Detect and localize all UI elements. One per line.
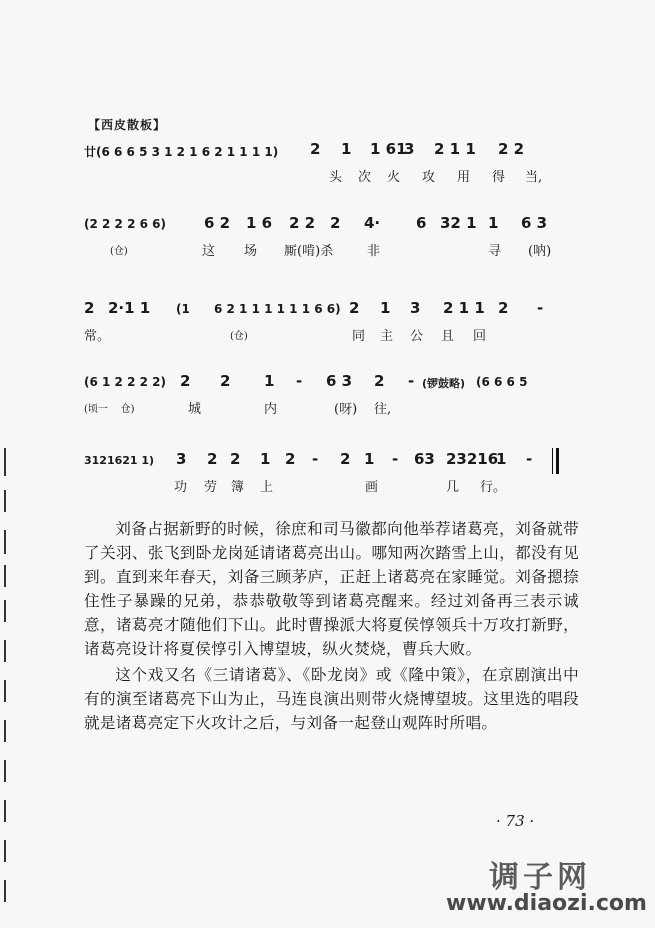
- binding-edge-marks: [0, 0, 14, 928]
- note-group: 2·1 1: [108, 299, 151, 317]
- lyric: 次: [358, 170, 372, 185]
- lyric: 攻: [422, 170, 436, 185]
- lyric: 功: [174, 480, 188, 495]
- lyric: 同: [352, 329, 366, 344]
- lyric: 城: [188, 402, 202, 417]
- watermark-url: www.diaozi.com: [446, 891, 647, 916]
- lyric: 内: [264, 402, 278, 417]
- note-group: 3: [176, 450, 187, 468]
- paragraph: 刘备占据新野的时候，徐庶和司马徽都向他举荐诸葛亮，刘备就带了关羽、张飞到卧龙岗延请诸葛亮出山。哪知两次踏雪上山，都没有见到。直到来年春天，刘备三顾茅庐，正赶上诸葛亮在家睡觉。刘备摁捺住性子暴躁的兄弟，恭恭敬敬等到诸葛亮醒来。经过刘备再三表示诚意，诸葛亮才随他们下山。此时曹操派大将夏侯惇领兵十万攻打新野，诸葛亮设计将夏侯惇引入博望坡，纵火焚烧，曹兵大败。: [84, 520, 579, 658]
- lyrics-row: [84, 166, 584, 186]
- lyric: (顷一 仓): [84, 404, 135, 415]
- lyric: 厮(啃)杀: [284, 244, 334, 259]
- notation-row: [84, 214, 584, 240]
- lyric: 火: [387, 170, 401, 185]
- score-line-3: [84, 299, 584, 345]
- note-group: 6 2 1 1 1 1 1 1 6 6): [214, 302, 341, 316]
- note-group: -: [392, 450, 399, 468]
- lyric: 上: [260, 480, 274, 495]
- lyrics-row: [84, 325, 584, 345]
- note-group: 2: [220, 372, 231, 390]
- lyric: 非: [367, 244, 381, 259]
- lyric: 得: [492, 170, 506, 185]
- note-group: -: [408, 372, 415, 390]
- lyric: 这: [202, 244, 216, 259]
- percussion-note: (锣鼓略): [422, 377, 466, 390]
- note-group: 2: [330, 214, 341, 232]
- score-line-1: [84, 140, 584, 186]
- lyric: 当,: [525, 170, 543, 185]
- page-number: · 73 ·: [496, 812, 535, 830]
- note-group: -: [296, 372, 303, 390]
- lyric: 回: [473, 329, 487, 344]
- note-group: 1: [364, 450, 375, 468]
- body-text: [84, 517, 579, 735]
- note-group: 2: [285, 450, 296, 468]
- section-label: 【西皮散板】: [88, 118, 167, 132]
- lyric: 用: [457, 170, 471, 185]
- note-group: 1: [264, 372, 275, 390]
- note-group: 1: [260, 450, 271, 468]
- note-group: 1: [496, 450, 507, 468]
- paragraph: 这个戏又名《三请诸葛》、《卧龙岗》或《隆中策》，在京剧演出中有的演至诸葛亮下山为止，马连良演出则带火烧博望坡。这里选的唱段就是诸葛亮定下火攻计之后，与刘备一起登山观阵时所唱。: [84, 666, 579, 732]
- note-group: 2: [310, 140, 321, 158]
- lyric: 且: [441, 329, 455, 344]
- note-group: 3121621 1): [84, 454, 155, 467]
- final-barline: [552, 448, 559, 474]
- note-group: 1 6: [246, 214, 273, 232]
- note-group: 1: [341, 140, 352, 158]
- note-group: 3: [404, 140, 415, 158]
- note-group: (6 1 2 2 2 2): [84, 375, 166, 389]
- note-group: 1 61: [370, 140, 407, 158]
- note-group: 2: [207, 450, 218, 468]
- note-group: 2: [84, 299, 95, 317]
- lyric: 主: [380, 329, 394, 344]
- notation-row: [84, 140, 584, 166]
- lyric: 公: [410, 329, 424, 344]
- note-group: (6 6 6 5: [476, 375, 528, 389]
- note-group: 2: [340, 450, 351, 468]
- note-group: 6: [416, 214, 427, 232]
- lyric: (仓): [230, 331, 248, 342]
- lyric: 画: [365, 480, 379, 495]
- lyric: 几: [446, 480, 460, 495]
- note-group: 3: [410, 299, 421, 317]
- lyrics-row: [84, 476, 584, 496]
- lyrics-row: [84, 240, 584, 260]
- note-group: 2: [349, 299, 360, 317]
- note-group: 2: [230, 450, 241, 468]
- lyrics-row: [84, 398, 584, 418]
- note-group: 32 1: [440, 214, 477, 232]
- note-group: 2 2: [498, 140, 525, 158]
- note-group: -: [537, 299, 544, 317]
- notation-row: [84, 450, 584, 476]
- lyric: 劳: [204, 480, 218, 495]
- lyric: (呐): [528, 244, 552, 259]
- note-group: 廿(6 6 6 5 3 1 2 1 6 2 1 1 1 1): [84, 145, 279, 159]
- note-group: (1: [176, 302, 190, 316]
- score-line-5: [84, 450, 584, 496]
- watermark-title: 调子网: [489, 860, 591, 895]
- note-group: 1: [380, 299, 391, 317]
- note-group: 23216: [446, 450, 499, 468]
- lyric: 行。: [480, 480, 507, 495]
- lyric: 簿: [231, 480, 245, 495]
- lyric: 头: [329, 170, 343, 185]
- note-group: -: [312, 450, 319, 468]
- note-group: 6 3: [521, 214, 548, 232]
- lyric: (仓): [110, 246, 128, 257]
- note-group: 2 2: [289, 214, 316, 232]
- note-group: -: [526, 450, 533, 468]
- note-group: 2: [180, 372, 191, 390]
- note-group: 6 2: [204, 214, 231, 232]
- note-group: 4·: [364, 214, 381, 232]
- notation-row: [84, 372, 584, 398]
- note-group: (2 2 2 2 6 6): [84, 217, 166, 231]
- lyric: 寻: [488, 244, 502, 259]
- score-line-4: [84, 372, 584, 418]
- note-group: 2: [498, 299, 509, 317]
- lyric: 常。: [84, 329, 111, 344]
- note-group: 63: [414, 450, 435, 468]
- note-group: 2: [374, 372, 385, 390]
- score-line-2: [84, 214, 584, 260]
- note-group: 6 3: [326, 372, 353, 390]
- lyric: 往,: [374, 402, 392, 417]
- note-group: 2 1 1: [434, 140, 476, 158]
- lyric: (呀): [334, 402, 358, 417]
- note-group: 2 1 1: [443, 299, 485, 317]
- lyric: 场: [244, 244, 258, 259]
- notation-row: [84, 299, 584, 325]
- note-group: 1: [488, 214, 499, 232]
